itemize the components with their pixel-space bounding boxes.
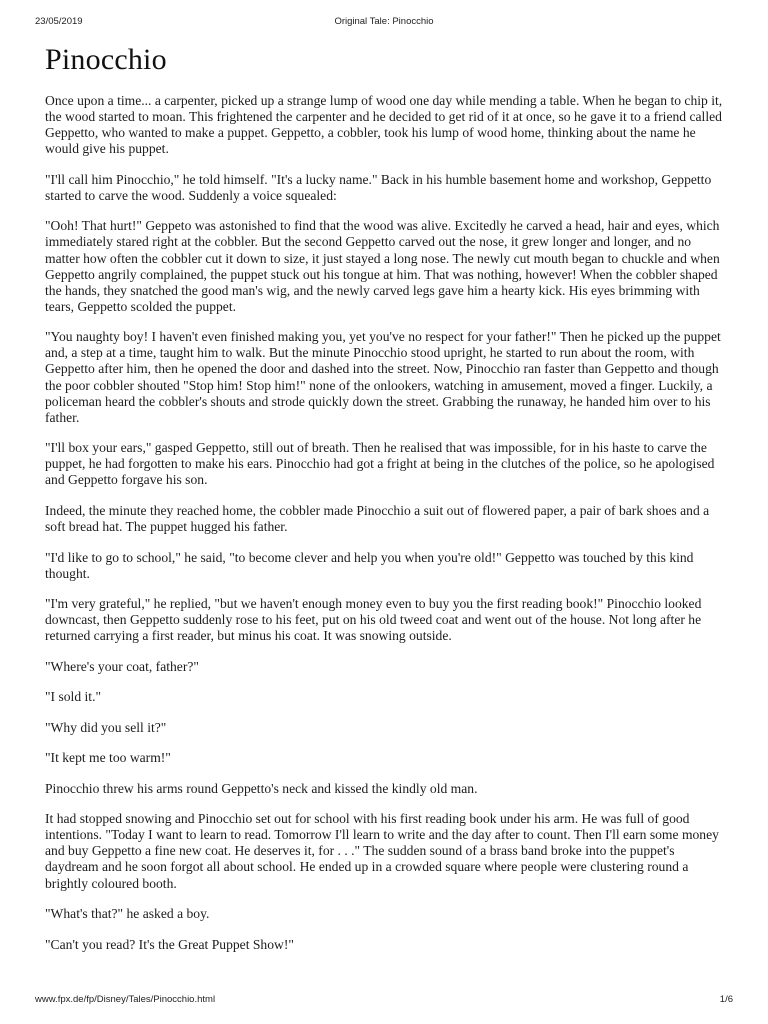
paragraph: "I'd like to go to school," he said, "to become clever and help you when you're old!" Geppetto was touched by this kind thought. <box>45 549 694 581</box>
print-url: www.fpx.de/fp/Disney/Tales/Pinocchio.html <box>35 994 216 1005</box>
article <box>45 40 725 967</box>
paragraph: It had stopped snowing and Pinocchio set out for school with his first reading book under his arm. He was full of good intentions. "Today I want to learn to read. Tomorrow I'll learn to write and the day after to count. Then I'll earn some money and buy Geppetto a fine new coat. He deserves it, for . . ." The sudden sound of a brass band broke into the puppet's daydream and he soon forgot all about school. He ended up in a crowded square where people were clustering round a brightly coloured booth. <box>45 811 719 891</box>
paragraph: "I'm very grateful," he replied, "but we haven't enough money even to buy you the first reading book!" Pinocchio looked downcast, then Geppetto suddenly rose to his feet, put on his old tweed coat and went out of the house. Not long after he returned carrying a first reader, but minus his coat. It was snowing outside. <box>45 596 702 644</box>
paragraph: "I'll box your ears," gasped Geppetto, still out of breath. Then he realised that was impossible, for in his haste to carve the puppet, he had forgotten to make his ears. Pinocchio had got a fright at being in the clutches of the police, so he apologised and Geppetto forgave his son. <box>45 440 715 488</box>
paragraph: "What's that?" he asked a boy. <box>45 906 210 922</box>
paragraph: Pinocchio threw his arms round Geppetto's neck and kissed the kindly old man. <box>45 780 478 796</box>
paragraph: "Why did you sell it?" <box>45 719 167 735</box>
article-title: Pinocchio <box>45 43 167 76</box>
paragraph: "You naughty boy! I haven't even finished making you, yet you've no respect for your father!" Then he picked up the puppet and, a step at a time, taught him to walk. But the minute Pinocchio stood upright, he started to run about the room, with Geppetto after him, then he opened the door and dashed into the street. Now, Pinocchio ran faster than Geppetto and though the poor cobbler shouted "Stop him! Stop him!" none of the onlookers, watching in amusement, moved a finger. Luckily, a policeman heard the cobbler's shouts and strode quickly down the street. Grabbing the runaway, he handed him over to his father. <box>45 329 721 425</box>
paragraph: "I'll call him Pinocchio," he told himself. "It's a lucky name." Back in his humble basement home and workshop, Geppetto started to carve the wood. Suddenly a voice squealed: <box>45 171 712 203</box>
paragraph: "Can't you read? It's the Great Puppet Show!" <box>45 936 294 952</box>
paragraph: "Ooh! That hurt!" Geppeto was astonished to find that the wood was alive. Excitedly he carved a head, hair and eyes, which immediately stared right at the cobbler. But the second Geppetto carved out the nose, it grew longer and longer, and no matter how often the cobbler cut it down to size, it just stayed a long nose. The newly cut mouth began to chuckle and when Geppetto angrily complained, the puppet stuck out his tongue at him. That was nothing, however! When the cobbler shaped the hands, they snatched the good man's wig, and the newly carved legs gave him a hearty kick. His eyes brimming with tears, Geppetto scolded the puppet. <box>45 218 720 314</box>
paragraph: "Where's your coat, father?" <box>45 658 199 674</box>
print-header <box>35 16 733 30</box>
paragraph: "It kept me too warm!" <box>45 750 171 766</box>
paragraph: Indeed, the minute they reached home, the cobbler made Pinocchio a suit out of flowered paper, a pair of bark shoes and a soft bread hat. The puppet hugged his father. <box>45 502 710 535</box>
paragraph: "I sold it." <box>45 689 102 705</box>
paragraph: Once upon a time... a carpenter, picked up a strange lump of wood one day while mending a table. When he began to chip it, the wood started to moan. This frightened the carpenter and he decided to get rid of it at once, so he gave it to a friend called Geppetto, who wanted to make a puppet. Geppetto, a cobbler, took his lump of wood home, thinking about the name he would give his puppet. <box>45 93 723 157</box>
print-date: 23/05/2019 <box>35 16 83 27</box>
print-page-title: Original Tale: Pinocchio <box>334 16 434 27</box>
print-footer <box>35 994 733 1008</box>
page-number: 1/6 <box>719 994 733 1005</box>
